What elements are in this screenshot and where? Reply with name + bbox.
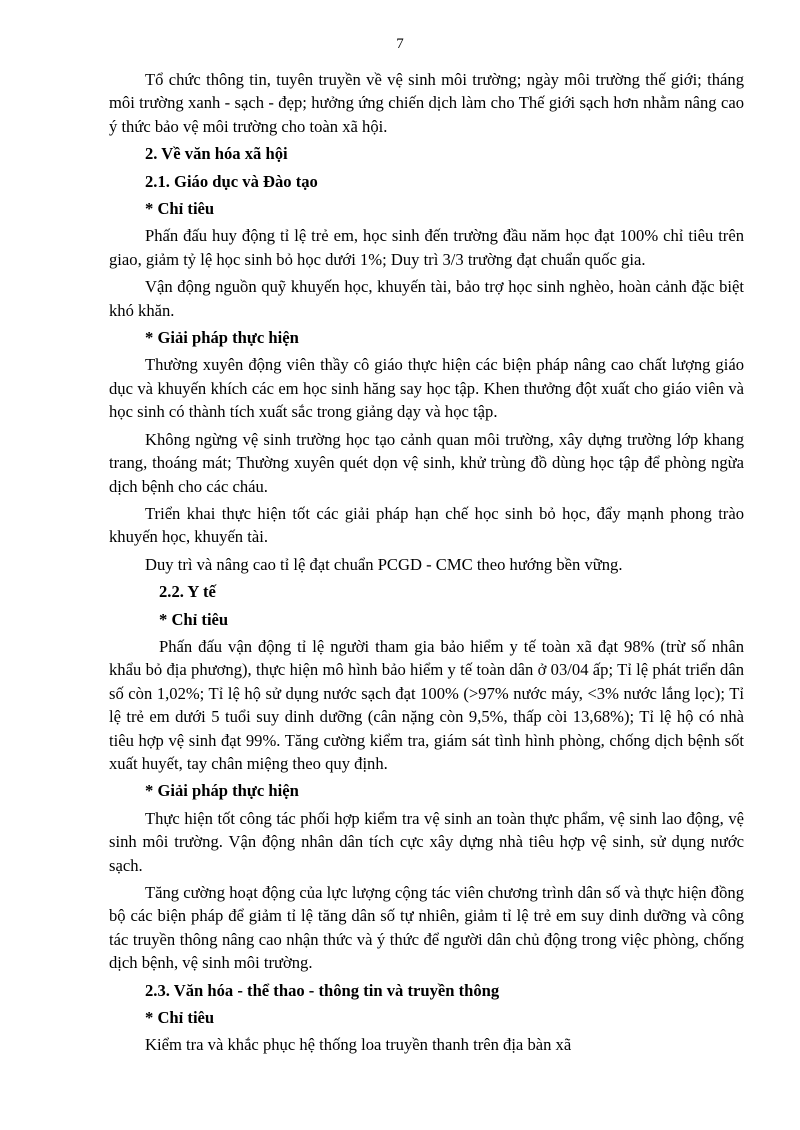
paragraph-education-6: Duy trì và nâng cao tỉ lệ đạt chuẩn PCGD - CMC theo hướng bền vững. [145, 554, 623, 574]
heading-culture-sports-media: 2.3. Văn hóa - thể thao - thông tin và truyền thông [145, 980, 500, 1000]
heading-media-targets: * Chỉ tiêu [145, 1008, 215, 1028]
paragraph-education-5: Triển khai thực hiện tốt các giải pháp hạn chế học sinh bỏ học, đẩy mạnh phong trào khuyến học, khuyến tài. [109, 503, 744, 547]
paragraph-environment-communication: Tổ chức thông tin, tuyên truyền về vệ sinh môi trường; ngày môi trường thế giới; tháng môi trường xanh - sạch - đẹp; hưởng ứng chiến dịch làm cho Thế giới sạch hơn nhằm nâng cao ý thức bảo vệ môi trường cho toàn xã hội. [109, 70, 744, 136]
heading-health: 2.2. Y tế [159, 582, 216, 602]
paragraph-education-1: Phấn đấu huy động tỉ lệ trẻ em, học sinh đến trường đầu năm học đạt 100% chỉ tiêu trên giao, giảm tỷ lệ học sinh bỏ học dưới 1%; Duy trì 3/3 trường đạt chuẩn quốc gia. [109, 226, 744, 269]
paragraph-education-3: Thường xuyên động viên thầy cô giáo thực hiện các biện pháp nâng cao chất lượng giáo dục và khuyến khích các em học sinh hăng say học tập. Khen thưởng đột xuất cho giáo viên và học sinh có thành tích xuất sắc trong giảng dạy và học tập. [109, 355, 744, 422]
paragraph-media-1: Kiểm tra và khắc phục hệ thống loa truyền thanh trên địa bàn xã [145, 1035, 572, 1055]
heading-education-solutions: * Giải pháp thực hiện [145, 328, 299, 348]
document-body [109, 68, 744, 1061]
paragraph-education-2: Vận động nguồn quỹ khuyến học, khuyến tài, bảo trợ học sinh nghèo, hoàn cảnh đặc biệt khó khăn. [109, 277, 744, 320]
paragraph-health-1: Phấn đấu vận động tỉ lệ người tham gia bảo hiểm y tế toàn xã đạt 98% (trừ số nhân khẩu bỏ địa phương), thực hiện mô hình bảo hiểm y tế toàn dân ở 03/04 ấp; Tỉ lệ phát triển dân số còn 1,02%; Tỉ lệ hộ sử dụng nước sạch đạt 100% (>97% nước máy, <3% nước lắng lọc); Tỉ lệ trẻ em dưới 5 tuổi suy dinh dưỡng (cân nặng còn 9,5%, thấp còi 13,68%); Tỉ lệ hộ có nhà tiêu hợp vệ sinh đạt 99%. Tăng cường kiểm tra, giám sát tình hình phòng, chống dịch bệnh sốt xuất huyết, tay chân miệng theo quy định. [109, 636, 744, 773]
paragraph-education-4: Không ngừng vệ sinh trường học tạo cảnh quan môi trường, xây dựng trường lớp khang trang, thoáng mát; Thường xuyên quét dọn vệ sinh, khử trùng đồ dùng học tập để phòng ngừa dịch bệnh cho các cháu. [109, 429, 744, 496]
page-number: 7 [396, 36, 404, 52]
paragraph-health-2: Thực hiện tốt công tác phối hợp kiểm tra vệ sinh an toàn thực phẩm, vệ sinh lao động, vệ sinh môi trường. Vận động nhân dân tích cực xây dựng nhà tiêu hợp vệ sinh, sử dụng nước sạch. [109, 808, 744, 875]
heading-education: 2.1. Giáo dục và Đào tạo [145, 171, 318, 191]
heading-culture-society: 2. Về văn hóa xã hội [145, 144, 288, 164]
paragraph-health-3: Tăng cường hoạt động của lực lượng cộng tác viên chương trình dân số và thực hiện đồng bộ các biện pháp để giảm tỉ lệ tăng dân số tự nhiên, giảm tỉ lệ trẻ em suy dinh dưỡng và công tác truyền thông nâng cao nhận thức và ý thức để người dân chủ động trong việc phòng, chống dịch bệnh, vệ sinh môi trường. [109, 883, 744, 973]
heading-health-targets: * Chỉ tiêu [159, 609, 229, 629]
heading-education-targets: * Chỉ tiêu [145, 199, 215, 219]
heading-health-solutions: * Giải pháp thực hiện [145, 781, 299, 801]
